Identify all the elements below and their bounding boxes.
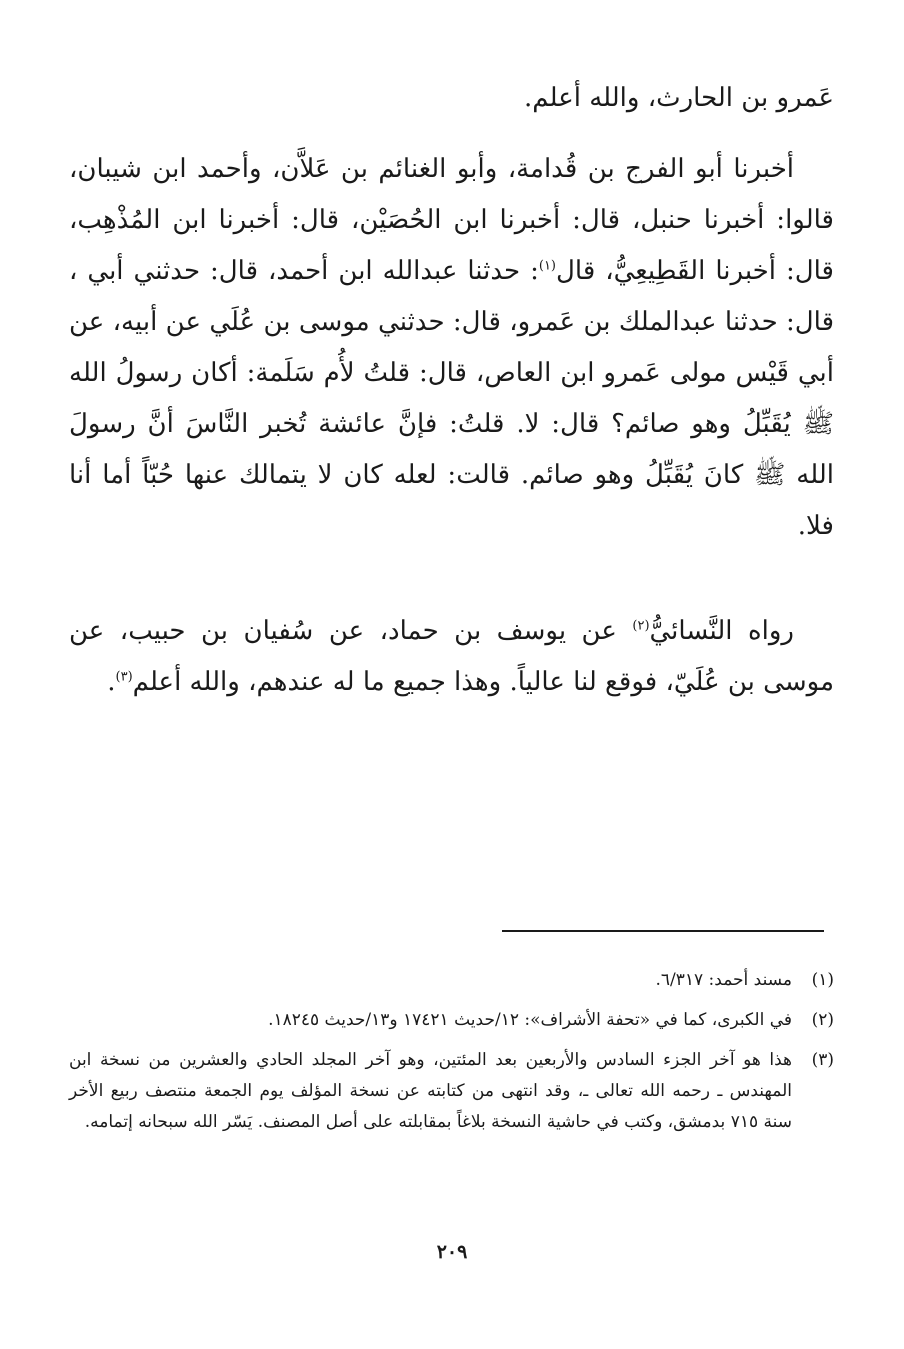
footnote-1 (69, 965, 834, 996)
footnote-ref-3[interactable]: (٣) (115, 669, 133, 685)
hadith-paragraph (69, 144, 834, 552)
riwaya-text-end: . (107, 667, 116, 697)
closing-line (69, 73, 834, 124)
hadith-text-end: : حدثنا عبدالله ابن أحمد، قال: حدثني أبي ، قال: حدثنا عبدالملك بن عَمرو، قال: حدثني موسى بن عُلَي عن أبيه، عن أبي قَيْس مولى عَمرو ابن العاص، قال: قلتُ لأُم سَلَمة: أكان رسولُ الله ﷺ يُقَبِّلُ وهو صائم؟ قال: لا. قلتُ: فإنَّ عائشة تُخبر النَّاسَ أنَّ رسولَ الله ﷺ كانَ يُقَبِّلُ وهو صائم. قالت: لعله كان لا يتمالك عنها حُبّاً أما أنا فلا. (69, 256, 834, 541)
footnote-text: هذا هو آخر الجزء السادس والأربعين بعد المئتين، وهو آخر المجلد الحادي والعشرين من نسخة ابن المهندس ـ رحمه الله تعالى ـ، وقد انتهى من كتابته عن نسخة المؤلف يوم الجمعة منتصف ربيع الأخر سنة ٧١٥ بدمشق، وكتب في حاشية النسخة بلاغاً بمقابلته على أصل المصنف. يَسّر الله سبحانه إتمامه. (69, 1050, 792, 1132)
footnote-ref-1[interactable]: (١) (538, 258, 556, 274)
footnote-3 (69, 1045, 834, 1138)
footnote-number: (٣) (811, 1050, 834, 1070)
riwaya-paragraph (69, 606, 834, 708)
footnote-ref-2[interactable]: (٢) (632, 618, 650, 634)
riwaya-text-middle: عن يوسف بن حماد، عن سُفيان بن حبيب، عن موسى بن عُلَيّ، فوقع لنا عالياً. وهذا جميع ما له عندهم، والله أعلم (69, 616, 834, 697)
footnote-text: مسند أحمد: ٦/٣١٧. (655, 970, 792, 990)
footnote-separator (502, 930, 824, 932)
riwaya-text-start: رواه النَّسائيُّ (649, 616, 794, 646)
footnote-number: (٢) (811, 1010, 834, 1030)
footnotes (69, 965, 834, 1147)
footnote-number: (١) (811, 970, 834, 990)
footnote-2 (69, 1005, 834, 1036)
page-number: ٢٠٩ (436, 1241, 468, 1263)
hadith-text-start: أخبرنا أبو الفرج بن قُدامة، وأبو الغنائم بن عَلاَّن، وأحمد ابن شيبان، قالوا: أخبرنا حنبل، قال: أخبرنا ابن الحُصَيْن، قال: أخبرنا ابن المُذْهِب، قال: أخبرنا القَطِيعِيُّ، قال (69, 154, 834, 286)
footnote-text: في الكبرى، كما في «تحفة الأشراف»: ١٢/حديث ١٧٤٢١ و١٣/حديث ١٨٢٤٥. (268, 1010, 792, 1030)
closing-line-text: عَمرو بن الحارث، والله أعلم. (524, 83, 834, 113)
